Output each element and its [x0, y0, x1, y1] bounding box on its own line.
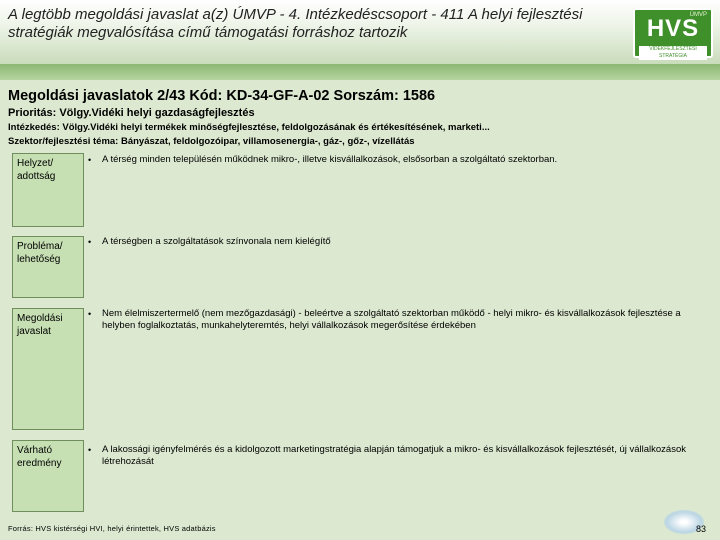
- divider-band: [0, 64, 720, 80]
- bullet-icon: •: [88, 445, 92, 455]
- action-line: Intézkedés: Völgy.Vidéki helyi termékek minőségfejlesztése, feldolgozásának és értékesítésének, marketi...: [8, 122, 490, 133]
- row-text-situation: [88, 154, 688, 166]
- logo-text: HVS: [646, 15, 700, 42]
- hvs-logo: [633, 8, 713, 58]
- footer-source: Forrás: HVS kistérségi HVI, helyi érintettek, HVS adatbázis: [8, 524, 216, 533]
- header-title: A legtöbb megoldási javaslat a(z) ÚMVP - 4. Intézkedéscsoport - 411 A helyi fejlesztési stratégiák megvalósítása című támogatási forráshoz tartozik: [8, 6, 583, 41]
- sector-line: Szektor/fejlesztési téma: Bányászat, feldolgozóipar, villamosenergia-, gáz-, gőz-, vízellátás: [8, 136, 415, 147]
- logo-badge: ÚMVP: [689, 12, 707, 18]
- row-text-proposal: [88, 308, 688, 332]
- row-label-situation: Helyzet/ adottság: [12, 153, 84, 227]
- row-text-content: A lakossági igényfelmérés és a kidolgozott marketingstratégia alapján támogatjuk a mikro- és kisvállalkozások fejlesztését, új vállalkozások létrehozását: [102, 444, 687, 467]
- bullet-icon: •: [88, 155, 92, 165]
- row-text-expected-result: [88, 444, 688, 468]
- page-number: 83: [696, 524, 707, 534]
- row-label-problem: Probléma/ lehetőség: [12, 236, 84, 298]
- row-text-content: A térségben a szolgáltatások színvonala nem kielégítő: [102, 236, 331, 247]
- row-text-content: Nem élelmiszertermelő (nem mezőgazdasági) - beleértve a szolgáltató szektorban működő - helyi mikro- és kisvállalkozások fejlesztése a helyben foglalkoztatás, munkahelyteremtés, helyi vállalkozások megerősítése érdekében: [102, 308, 681, 331]
- bullet-icon: •: [88, 309, 92, 319]
- priority-line: Prioritás: Völgy.Vidéki helyi gazdaságfejlesztés: [8, 107, 255, 119]
- row-text-content: A térség minden településén működnek mikro-, illetve kisvállalkozások, elsősorban a szolgáltató szektorban.: [102, 154, 558, 165]
- row-label-expected-result: Várható eredmény: [12, 440, 84, 512]
- bullet-icon: •: [88, 237, 92, 247]
- row-label-proposal: Megoldási javaslat: [12, 308, 84, 430]
- logo-subtext: VIDÉKFEJLESZTÉSI STRATÉGIA: [639, 46, 707, 60]
- row-text-problem: [88, 236, 688, 248]
- page-title: Megoldási javaslatok 2/43 Kód: KD-34-GF-A-02 Sorszám: 1586: [8, 88, 436, 104]
